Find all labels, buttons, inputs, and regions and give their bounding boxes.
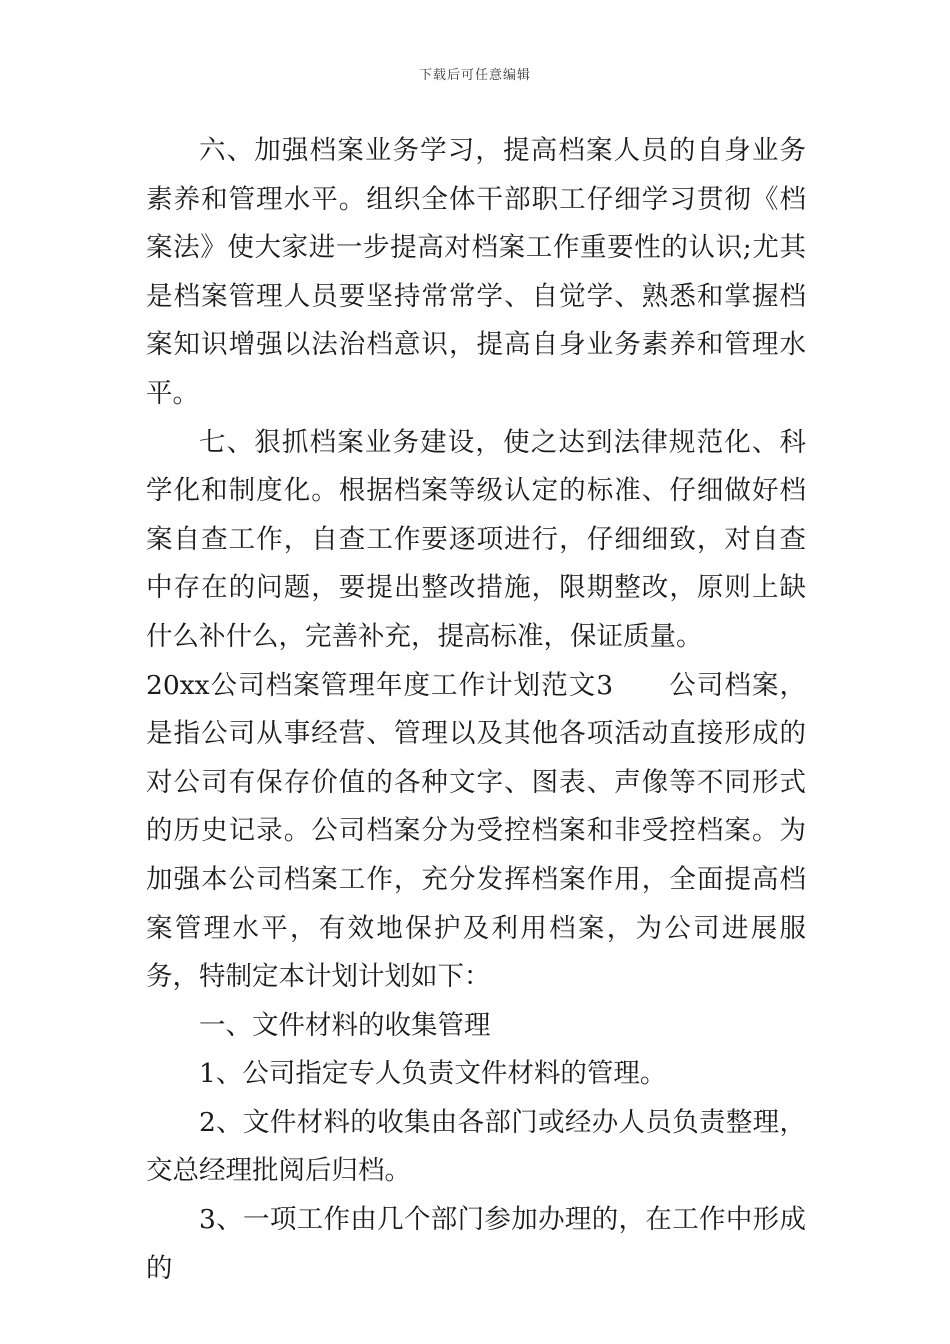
section-heading-collection: 一、文件材料的收集管理 bbox=[199, 1009, 491, 1041]
list-item-1: 1、公司指定专人负责文件材料的管理。 bbox=[199, 1058, 667, 1090]
list-item-2: 2、文件材料的收集由各部门或经办人员负责整理，交总经理批阅后归档。 bbox=[146, 1106, 806, 1187]
paragraph-seven: 七、狠抓档案业务建设，使之达到法律规范化、科学化和制度化。根据档案等级认定的标准、仔细做好档案自查工作，自查工作要逐项进行，仔细细致，对自查中存在的问题，要提出整改措施，限期整改，原则上缺什么补什么，完善补充，提高标准，保证质量。 bbox=[146, 426, 806, 652]
paragraph-plan-intro: 20xx公司档案管理年度工作计划范文3 公司档案，是指公司从事经营、管理以及其他各项活动直接形成的对公司有保存价值的各种文字、图表、声像等不同形式的历史记录。公司档案分为受控档案和非受控档案。为加强本公司档案工作，充分发挥档案作用，全面提高档案管理水平，有效地保护及利用档案，为公司进展服务，特制定本计划计划如下： bbox=[146, 669, 806, 993]
page-header: 下载后可任意编辑 bbox=[418, 68, 531, 83]
paragraph-six: 六、加强档案业务学习，提高档案人员的自身业务素养和管理水平。组织全体干部职工仔细学习贯彻《档案法》使大家进一步提高对档案工作重要性的认识;尤其是档案管理人员要坚持常常学、自觉学、熟悉和掌握档案知识增强以法治档意识，提高自身业务素养和管理水平。 bbox=[146, 135, 806, 409]
list-item-3: 3、一项工作由几个部门参加办理的，在工作中形成的 bbox=[146, 1204, 806, 1284]
document-body bbox=[146, 127, 806, 1293]
